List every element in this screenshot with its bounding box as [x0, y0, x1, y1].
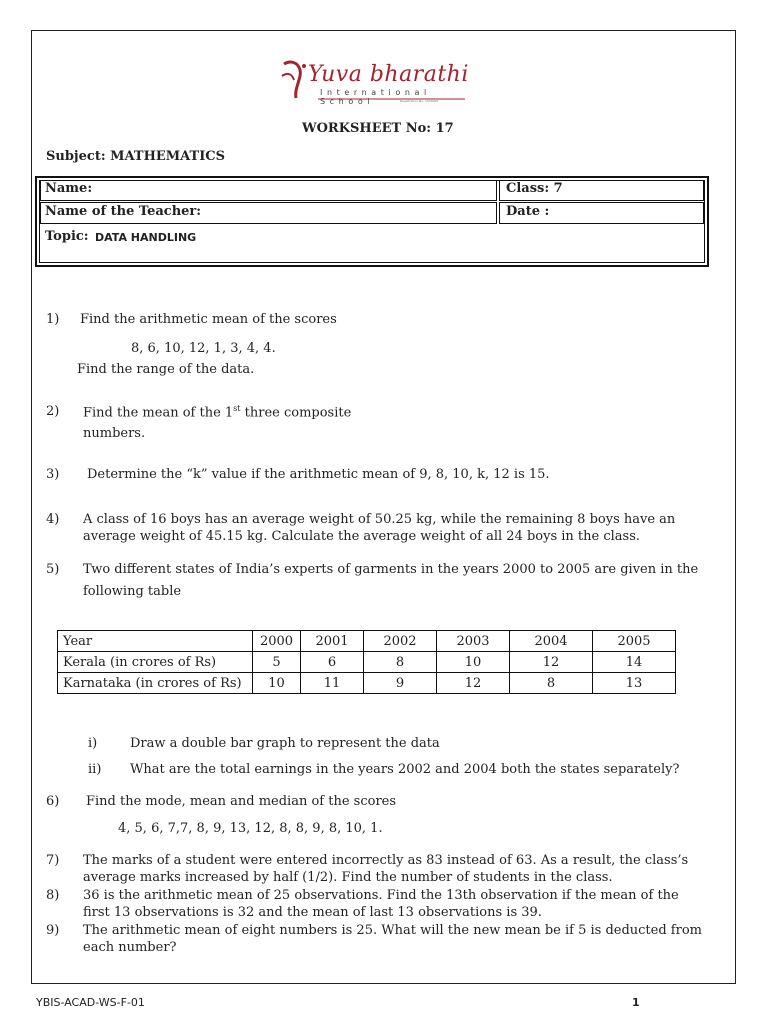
q7-number: 7): [46, 853, 60, 868]
table-header-row: [58, 631, 676, 652]
q5-sub-i-text: Draw a double bar graph to represent the data: [130, 736, 440, 751]
q1-number: 1): [46, 312, 60, 327]
q7-text-cont: average marks increased by half (1/2). Find the number of students in the class.: [83, 870, 613, 885]
worksheet-title: WORKSHEET No: 17: [302, 121, 454, 136]
q3-number: 3): [46, 467, 60, 482]
table-cell: 2000: [253, 631, 301, 652]
q2-number: 2): [46, 404, 60, 419]
teacher-label: Name of the Teacher:: [45, 204, 202, 219]
topic-value: DATA HANDLING: [95, 231, 197, 244]
table-cell: 2002: [364, 631, 437, 652]
table-cell: 8: [510, 673, 593, 694]
q8-text: 36 is the arithmetic mean of 25 observations. Find the 13th observation if the mean of the: [83, 888, 679, 903]
q9-text: The arithmetic mean of eight numbers is 25. What will the new mean be if 5 is deducted from: [83, 923, 702, 938]
table-cell: Year: [58, 631, 253, 652]
table-cell: 9: [364, 673, 437, 694]
q5-sub-ii-number: ii): [88, 762, 102, 777]
q7-text: The marks of a student were entered incorrectly as 83 instead of 63. As a result, the class’s: [83, 853, 689, 868]
logo-registration: Registration No. 1930005: [400, 99, 439, 103]
q1-scores: 8, 6, 10, 12, 1, 3, 4, 4.: [131, 341, 276, 356]
q6-text: Find the mode, mean and median of the scores: [86, 794, 397, 809]
table-cell: Karnataka (in crores of Rs): [58, 673, 253, 694]
table-row: [58, 652, 676, 673]
q5-sub-i-number: i): [88, 736, 98, 751]
page-border: [31, 30, 736, 984]
table-cell: 13: [593, 673, 676, 694]
name-cell: [40, 180, 497, 201]
table-cell: Kerala (in crores of Rs): [58, 652, 253, 673]
table-cell: 2005: [593, 631, 676, 652]
name-label: Name:: [45, 181, 93, 196]
table-cell: 8: [364, 652, 437, 673]
q6-scores: 4, 5, 6, 7,7, 8, 9, 13, 12, 8, 8, 9, 8, 10, 1.: [118, 821, 383, 836]
subject-heading: Subject: MATHEMATICS: [46, 149, 226, 164]
q8-text-cont: first 13 observations is 32 and the mean of last 13 observations is 39.: [83, 905, 542, 920]
q4-number: 4): [46, 512, 60, 527]
table-cell: 5: [253, 652, 301, 673]
table-cell: 2003: [437, 631, 510, 652]
table-cell: 6: [301, 652, 364, 673]
class-label: Class: 7: [506, 181, 563, 196]
table-cell: 2001: [301, 631, 364, 652]
table-cell: 2004: [510, 631, 593, 652]
q4-text-cont: average weight of 45.15 kg. Calculate the average weight of all 24 boys in the class.: [83, 529, 641, 544]
footer-doc-code: YBIS-ACAD-WS-F-01: [36, 996, 145, 1009]
table-cell: 10: [253, 673, 301, 694]
q1-text: Find the arithmetic mean of the scores: [80, 312, 337, 327]
earnings-table: [57, 630, 676, 694]
logo-subtitle: International School: [320, 88, 431, 106]
q9-number: 9): [46, 923, 60, 938]
table-cell: 10: [437, 652, 510, 673]
school-logo: [280, 58, 470, 106]
q5-text: Two different states of India’s experts of garments in the years 2000 to 2005 are given in the: [83, 562, 699, 577]
q5-sub-ii-text: What are the total earnings in the years 2002 and 2004 both the states separately?: [130, 762, 680, 777]
q2-text: Find the mean of the 1st three composite: [83, 404, 352, 421]
date-label: Date :: [506, 204, 550, 219]
footer-page-number: 1: [632, 996, 640, 1009]
q4-text: A class of 16 boys has an average weight of 50.25 kg, while the remaining 8 boys have an: [83, 512, 676, 527]
q9-text-cont: each number?: [83, 940, 177, 955]
q5-number: 5): [46, 562, 60, 577]
table-cell: 12: [510, 652, 593, 673]
logo-wordmark: Yuva bharathi: [308, 62, 469, 87]
q5-text-cont: following table: [83, 584, 182, 599]
table-row: [58, 673, 676, 694]
q2-text-cont: numbers.: [83, 426, 146, 441]
q6-number: 6): [46, 794, 60, 809]
table-cell: 14: [593, 652, 676, 673]
q8-number: 8): [46, 888, 60, 903]
table-cell: 12: [437, 673, 510, 694]
topic-label: Topic:: [45, 229, 89, 244]
q1-range: Find the range of the data.: [77, 362, 255, 377]
q3-text: Determine the “k” value if the arithmetic mean of 9, 8, 10, k, 12 is 15.: [87, 467, 550, 482]
table-cell: 11: [301, 673, 364, 694]
